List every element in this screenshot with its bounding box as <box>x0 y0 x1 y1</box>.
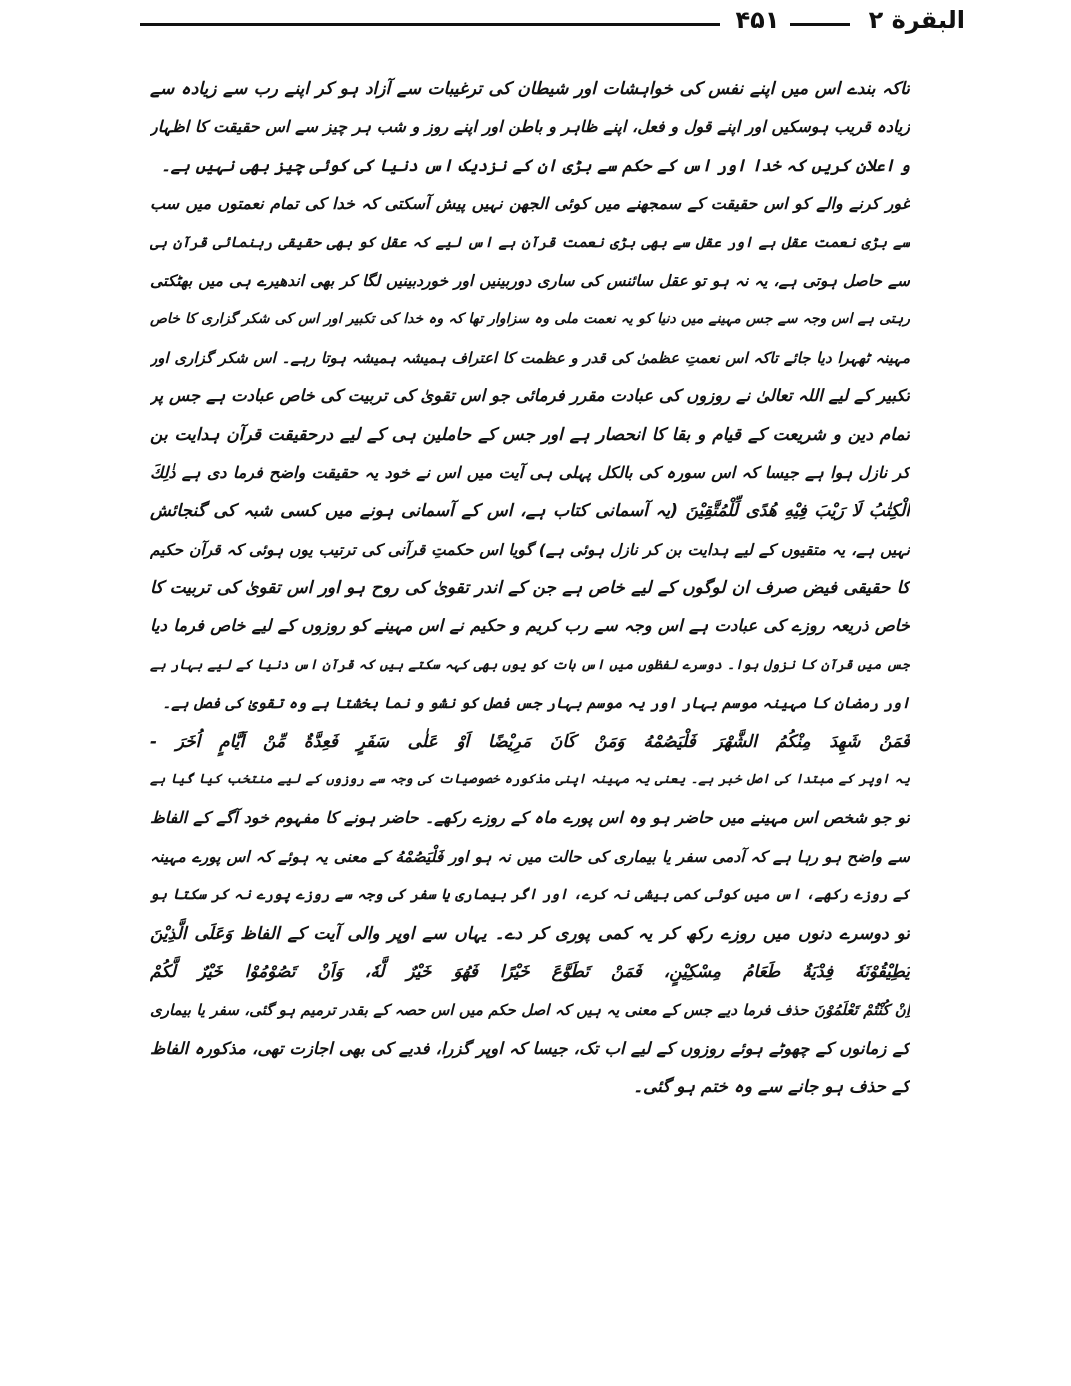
running-header <box>140 6 965 40</box>
text-line: اِنْ كُنْتُمْ تَعْلَمُوْنَ حذف فرما دیے جس کے معنی یہ ہیں کہ اصل حکم میں اس حصہ کے بقدر ترمیم ہو گئی، سفر یا بیماری <box>150 1001 910 1020</box>
text-line: تکبیر کے لیے اللہ تعالیٰ نے روزوں کی عبادت مقرر فرمائی جو اس تقویٰ کی تربیت کی خاص عبادت ہے جس پر <box>150 386 910 406</box>
ayah-text-line: الْكِتٰبُ لَا رَيْبَ فِيْهِ هُدًى لِّلْمُتَّقِيْنَ (یہ آسمانی کتاب ہے، اس کے آسمانی ہونے میں کسی شبہ کی گنجائش <box>150 501 910 522</box>
text-line: تمام دین و شریعت کے قیام و بقا کا انحصار ہے اور جس کے حاملین ہی کے لیے درحقیقت قرآن ہدایت بن <box>150 424 910 445</box>
text-line: کے روزے رکھے، اس میں کوئی کمی بیشی نہ کرے، اور اگر بیماری یا سفر کی وجہ سے روزے پورے نہ کر سکتا ہو <box>150 887 910 904</box>
text-line: جس میں قرآن کا نزول ہوا۔ دوسرے لفظوں میں اس بات کو یوں بھی کہہ سکتے ہیں کہ قرآن اس دنیا کے لیے بہار ہے <box>150 656 910 673</box>
text-line: اور رمضان کا مہینہ موسم بہار اور یہ موسم بہار جس فصل کو نشو و نما بخشتا ہے وہ تقویٰ کی فصل ہے۔ <box>162 694 910 713</box>
text-line: رہتی ہے اس وجہ سے جس مہینے میں دنیا کو یہ نعمت ملی وہ سزاوار تھا کہ وہ خدا کی تکبیر اور اس کی شکر گزاری کا خاص <box>150 311 910 328</box>
text-line: سے واضح ہو رہا ہے کہ آدمی سفر یا بیماری کی حالت میں نہ ہو اور فَلْيَصُمْهُ کے معنی یہ ہوئے کہ اس پورے مہینہ <box>150 847 910 866</box>
text-line: کا حقیقی فیض صرف ان لوگوں کے لیے خاص ہے جن کے اندر تقویٰ کی روح ہو اور اس تقویٰ کی تربیت کا <box>150 578 910 599</box>
page-number: ۴۵۱ <box>735 6 780 34</box>
text-line: غور کرنے والے کو اس حقیقت کے سمجھنے میں کوئی الجھن نہیں پیش آسکتی کہ خدا کی تمام نعمتوں میں سب <box>150 194 910 214</box>
text-line: مہینہ ٹھہرا دیا جائے تاکہ اس نعمتِ عظمیٰ کی قدر و عظمت کا اعتراف ہمیشہ ہمیشہ ہوتا رہے۔ اس شکر گزاری اور <box>150 348 910 367</box>
header-rule-middle <box>790 23 850 26</box>
text-line: کے حذف ہو جانے سے وہ ختم ہو گئی۔ <box>632 1077 910 1098</box>
header-rule-left <box>140 23 720 26</box>
text-line: کے زمانوں کے چھوٹے ہوئے روزوں کے لیے اب تک، جیسا کہ اوپر گزرا، فدیے کی بھی اجازت تھی، مذکورہ الفاظ <box>150 1038 910 1058</box>
text-line: نہیں ہے، یہ متقیوں کے لیے ہدایت بن کر نازل ہوئی ہے) گویا اس حکمتِ قرآنی کی ترتیب یوں ہوئی کہ قرآن حکیم <box>150 540 910 559</box>
text-line: زیادہ قریب ہوسکیں اور اپنے قول و فعل، اپنے ظاہر و باطن اور اپنے روز و شب ہر چیز سے اس حقیقت کا اظہار <box>150 117 910 137</box>
ayah-text-line: يُطِيْقُوْنَهٗ فِدْيَةٌ طَعَامُ مِسْكِيْنٍ، فَمَنْ تَطَوَّعَ خَيْرًا فَهُوَ خَيْرٌ لَّهٗ، وَاَنْ تَصُوْمُوْا خَيْرٌ لَّكُمْ <box>150 961 910 982</box>
ayah-text-line: فَمَنْ شَهِدَ مِنْكُمُ الشَّهْرَ فَلْيَصُمْهُ وَمَنْ كَانَ مَرِيْضًا اَوْ عَلٰى سَفَرٍ فَعِدَّةٌ مِّنْ اَيَّامٍ اُخَرَ - <box>150 731 910 752</box>
text-line: تو جو شخص اس مہینے میں حاضر ہو وہ اس پورے ماہ کے روزے رکھے۔ حاضر ہونے کا مفہوم خود آگے کے الفاظ <box>150 808 910 828</box>
text-line: خاص ذریعہ روزے کی عبادت ہے اس وجہ سے رب کریم و حکیم نے اس مہینے کو روزوں کے لیے خاص فرما دیا <box>150 616 910 636</box>
text-line: تاکہ بندے اس میں اپنے نفس کی خواہشات اور شیطان کی ترغیبات سے آزاد ہو کر اپنے رب سے زیادہ سے <box>150 79 910 99</box>
text-line: سے حاصل ہوتی ہے، یہ نہ ہو تو عقل سائنس کی ساری دوربینیں اور خوردبینیں لگا کر بھی اندھیرے ہی میں بھٹکتی <box>150 271 910 290</box>
text-line: سے بڑی نعمت عقل ہے اور عقل سے بھی بڑی نعمت قرآن ہے اس لیے کہ عقل کو بھی حقیقی رہنمائی قرآن ہی <box>150 234 910 251</box>
surah-title: البقرة ۲ <box>868 6 965 34</box>
text-line: یہ اوپر کے مبتدا کی اصل خبر ہے۔ یعنی یہ مہینہ اپنی مذکورہ خصوصیات کی وجہ سے روزوں کے لیے منتخب کیا گیا ہے <box>150 772 910 788</box>
text-line: کر نازل ہوا ہے جیسا کہ اس سورہ کی بالکل پہلی ہی آیت میں اس نے خود یہ حقیقت واضح فرما دی ہے ذٰلِكَ <box>150 462 910 482</box>
commentary-text <box>150 70 910 1107</box>
text-line: تو دوسرے دنوں میں روزے رکھ کر یہ کمی پوری کر دے۔ یہاں سے اوپر والی آیت کے الفاظ وَعَلَى الَّذِيْنَ <box>150 923 910 944</box>
text-line: و اعلان کریں کہ خدا اور اس کے حکم سے بڑی ان کے نزدیک اس دنیا کی کوئی چیز بھی نہیں ہے۔ <box>160 155 910 175</box>
